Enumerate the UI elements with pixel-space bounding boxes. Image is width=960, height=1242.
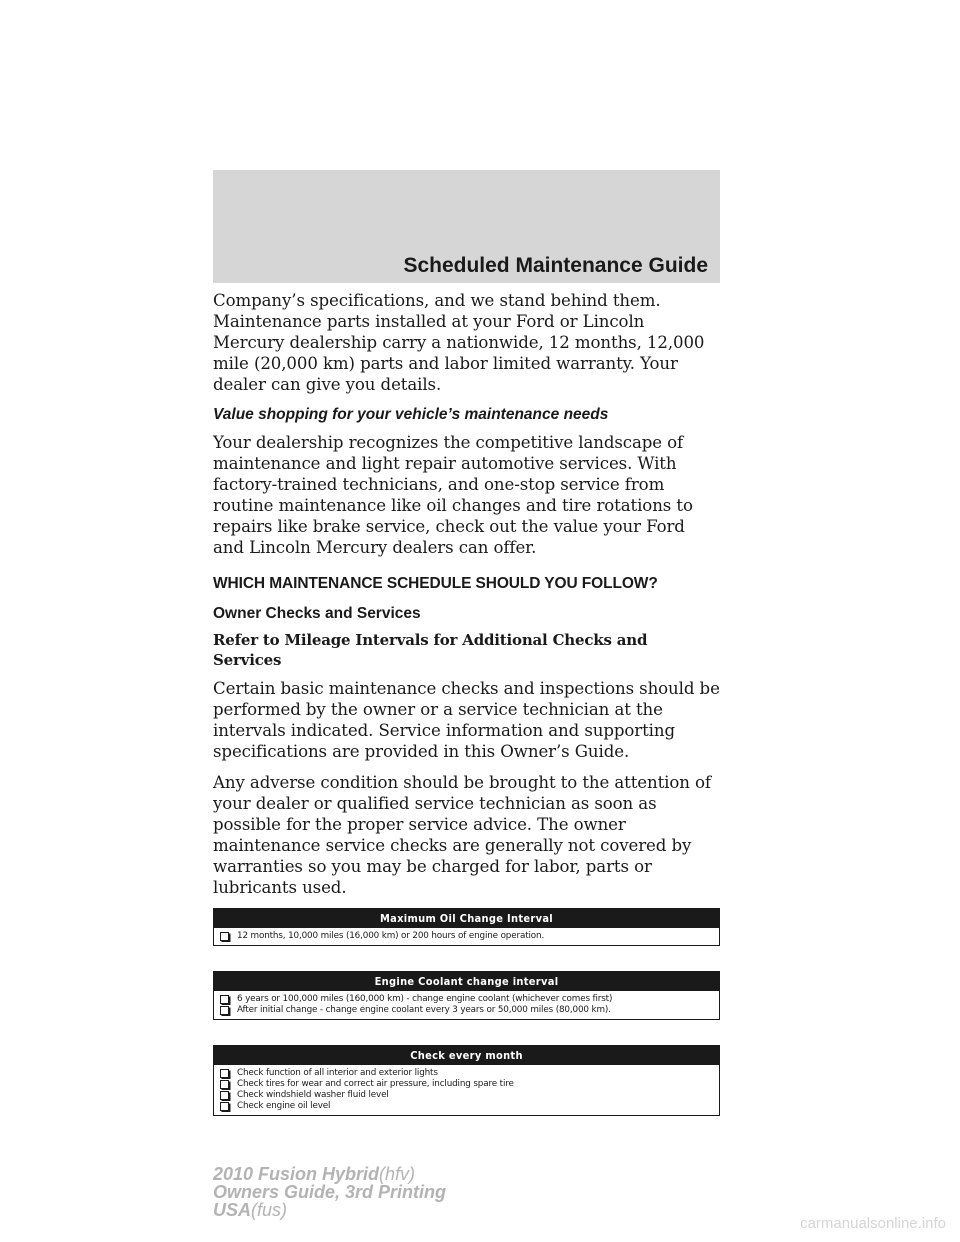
heading-owner-checks: Owner Checks and Services [213, 605, 421, 622]
checklist-item-text: Check tires for wear and correct air pressure, including spare tire [237, 1079, 514, 1089]
checklist-item-text: Check engine oil level [237, 1101, 331, 1111]
checklist-item [220, 1079, 713, 1090]
heading-which-schedule: WHICH MAINTENANCE SCHEDULE SHOULD YOU FOLLOW? [213, 575, 658, 592]
oil-change-box [213, 908, 720, 946]
section-header-band [213, 170, 720, 283]
footer-printing: Owners Guide, 3rd Printing [213, 1182, 447, 1202]
checkbox-icon [220, 932, 229, 941]
checkbox-icon [220, 1102, 229, 1111]
checklist-item [220, 1068, 713, 1079]
checkbox-icon [220, 1069, 229, 1078]
checklist-item-text: After initial change - change engine coolant every 3 years or 50,000 miles (80,000 km). [237, 1005, 611, 1015]
checkbox-icon [220, 1091, 229, 1100]
footer-model-code: (hfv) [379, 1164, 416, 1184]
checklist-item [220, 994, 713, 1005]
paragraph-basic-checks: Certain basic maintenance checks and inspections should be performed by the owner or a service technician at the intervals indicated. Service information and supporting specifications are provided in this Owner’s Guide. [213, 679, 720, 761]
footer-line-printing [213, 1183, 446, 1201]
checkbox-icon [220, 1006, 229, 1015]
checklist-item-text: Check function of all interior and exterior lights [237, 1068, 438, 1078]
checkbox-icon [220, 995, 229, 1004]
paragraph-adverse-condition: Any adverse condition should be brought to the attention of your dealer or qualified service technician as soon as possible for the proper service advice. The owner maintenance service checks are generally not covered by warranties so you may be charged for labor, parts or lubricants used. [213, 773, 711, 897]
heading-value-shopping: Value shopping for your vehicle’s maintenance needs [213, 406, 609, 423]
monthly-check-box [213, 1045, 720, 1116]
checklist-item [220, 1005, 713, 1016]
paragraph-warranty: Company’s specifications, and we stand behind them. Maintenance parts installed at your Ford or Lincoln Mercury dealership carry a nationwide, 12 months, 12,000 mile (20,000 km) parts and labor limited warranty. Your dealer can give you details. [213, 291, 705, 394]
heading-refer-mileage: Refer to Mileage Intervals for Additional Checks and Services [213, 631, 648, 669]
footer-model: 2010 Fusion Hybrid [213, 1164, 380, 1184]
page-number: 311 [690, 970, 721, 989]
page-content [213, 290, 720, 1141]
checklist-item [220, 931, 713, 942]
monthly-check-box-title: Check every month [214, 1046, 719, 1065]
checkbox-icon [220, 1080, 229, 1089]
footer-market: USA [213, 1200, 252, 1220]
checklist-item-text: Check windshield washer fluid level [237, 1090, 389, 1100]
oil-change-box-title: Maximum Oil Change Interval [214, 909, 719, 928]
section-title: Scheduled Maintenance Guide [403, 254, 708, 277]
coolant-box-title: Engine Coolant change interval [214, 972, 719, 991]
coolant-box [213, 971, 720, 1020]
paragraph-dealership: Your dealership recognizes the competitive landscape of maintenance and light repair automotive services. With factory-trained technicians, and one-stop service from routine maintenance like oil changes and tire rotations to repairs like brake service, check out the value your Ford and Lincoln Mercury dealers can offer. [213, 433, 693, 557]
footer-line-model [213, 1165, 446, 1183]
footer-line-market [213, 1201, 446, 1219]
checklist-item-text: 6 years or 100,000 miles (160,000 km) - change engine coolant (whichever comes first) [237, 994, 613, 1004]
checklist-item-text: 12 months, 10,000 miles (16,000 km) or 200 hours of engine operation. [237, 931, 545, 941]
print-footer [213, 1165, 446, 1219]
checklist-item [220, 1101, 713, 1112]
footer-market-code: (fus) [251, 1200, 288, 1220]
checklist-item [220, 1090, 713, 1101]
watermark: carmanualsonline.info [800, 1215, 946, 1232]
